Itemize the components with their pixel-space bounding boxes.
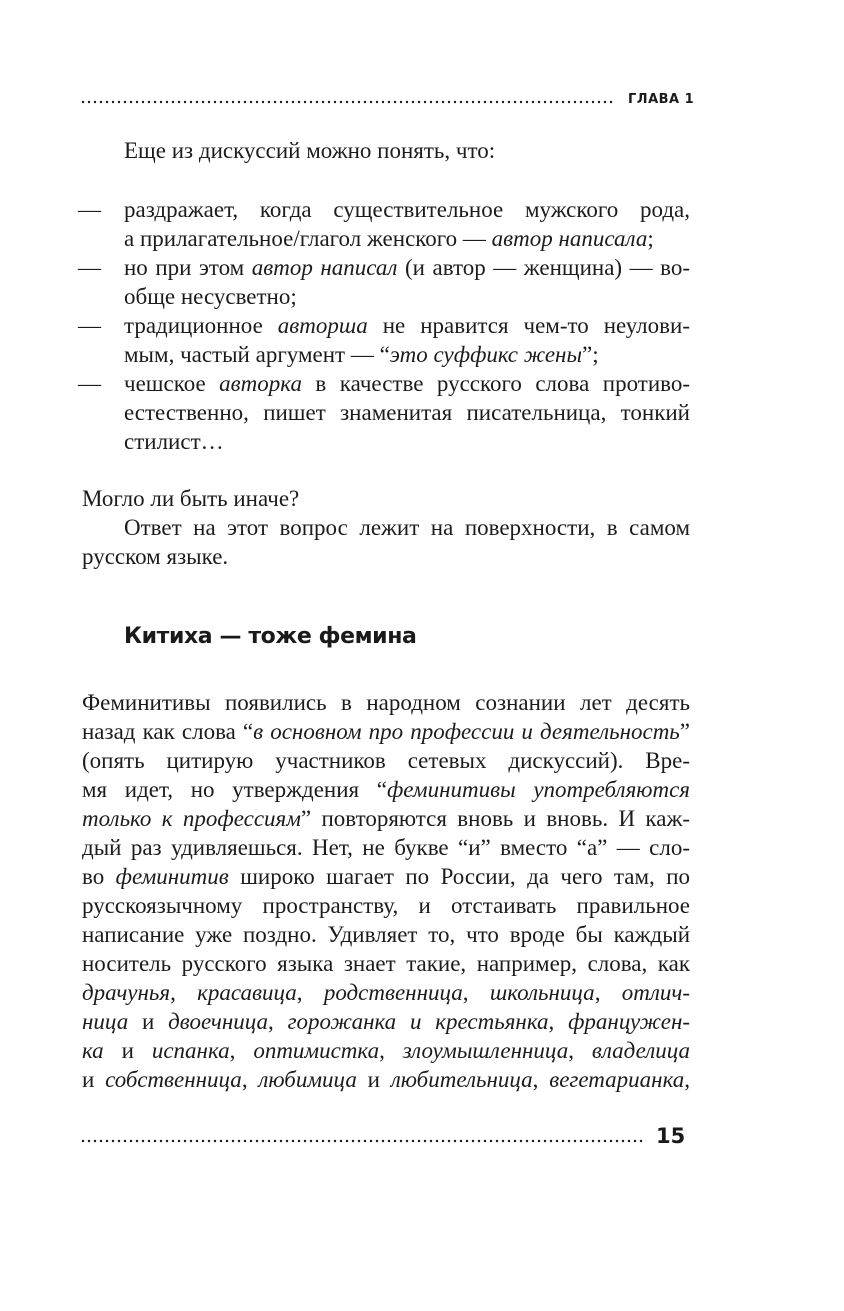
bullet-4-line-3: стилист… [124, 429, 224, 454]
bullet-1-line-1: раздражает, когда существительное мужского рода, [124, 197, 690, 222]
header-dotted-rule [80, 100, 614, 104]
body-line-2: назад как слова “в основном про профессии и деятельность” [82, 719, 690, 744]
section-heading: Китиха — тоже фемина [124, 624, 417, 649]
bullet-4-line-1: чешское авторка в качестве русского слова противо- [124, 371, 690, 396]
bullet-1-line-2: а прилагательное/глагол женского — автор написала; [124, 226, 654, 251]
bullet-dash: — [78, 255, 101, 280]
bullet-2-line-2: обще несусветно; [124, 284, 297, 309]
footer-dotted-rule [80, 1139, 646, 1143]
body-line-7: во феминитив широко шагает по России, да чего там, по [82, 864, 691, 889]
body-line-9: написание уже поздно. Удивляет то, что вроде бы каждый [82, 922, 690, 947]
body-line-3: (опять цитирую участников сетевых дискуссий). Вре- [82, 748, 690, 773]
bullet-4-line-2: естественно, пишет знаменитая писательница, тонкий [124, 400, 690, 425]
bullet-dash: — [78, 313, 101, 338]
bullet-3-line-2: мым, частый аргумент — “это суффикс жены”; [124, 342, 599, 367]
bullet-dash: — [78, 197, 101, 222]
body-line-6: дый раз удивляешься. Нет, не букве “и” вместо “а” — сло- [82, 835, 690, 860]
body-line-14: и собственница, любимица и любительница, вегетарианка, [82, 1067, 691, 1092]
body-line-5: только к профессиям” повторяются вновь и вновь. И каж- [82, 806, 690, 831]
question-line: Могло ли быть иначе? [82, 486, 300, 511]
body-line-8: русскоязычному пространству, и отстаивать правильное [82, 893, 690, 918]
chapter-running-head: ГЛАВА 1 [628, 92, 695, 107]
body-line-4: мя идет, но утверждения “феминитивы употребляются [82, 777, 690, 802]
answer-line-1: Ответ на этот вопрос лежит на поверхности, в самом [124, 515, 690, 540]
bullet-2-line-1: но при этом автор написал (и автор — женщина) — во- [124, 255, 691, 280]
body-line-1: Феминитивы появились в народном сознании лет десять [82, 690, 690, 715]
body-line-10: носитель русского языка знает такие, например, слова, как [82, 951, 690, 976]
bullet-3-line-1: традиционное авторша не нравится чем-то неулови- [124, 313, 690, 338]
body-line-11: драчунья, красавица, родственница, школьница, отлич- [82, 980, 691, 1005]
page-number: 15 [656, 1124, 686, 1148]
body-line-13: ка и испанка, оптимистка, злоумышленница, владелица [82, 1038, 691, 1063]
intro-line: Еще из дискуссий можно понять, что: [124, 138, 496, 163]
answer-line-2: русском языке. [82, 544, 229, 569]
body-line-12: ница и двоечница, горожанка и крестьянка, францужен- [82, 1009, 691, 1034]
bullet-dash: — [78, 371, 101, 396]
